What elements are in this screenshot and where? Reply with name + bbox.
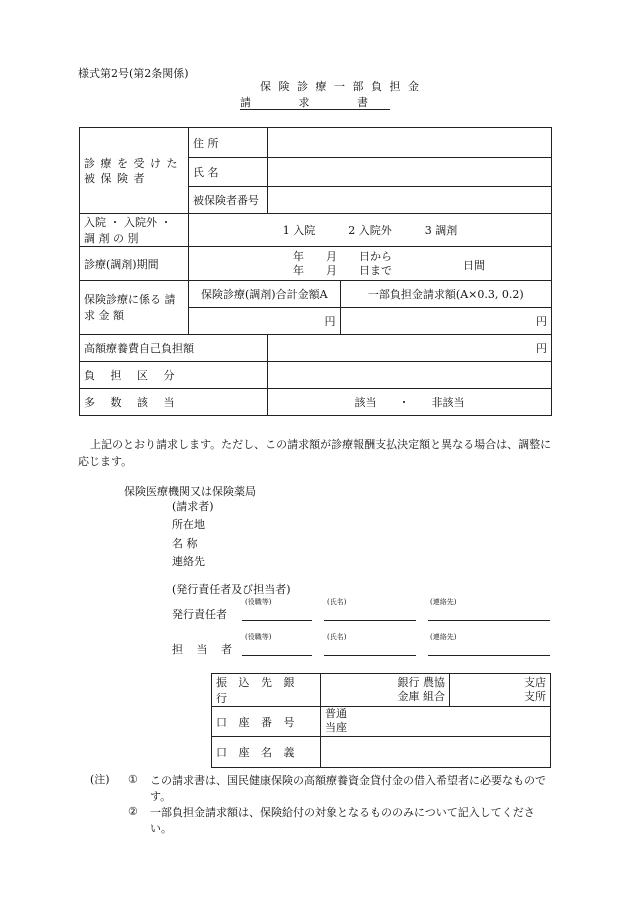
partial-label: 一部負担金請求額(A×0.3, 0.2) — [340, 281, 551, 308]
issuer-phone-line[interactable] — [428, 620, 550, 621]
period-label: 診療(調剤)期間 — [80, 247, 189, 281]
note1-text: この請求書は、国民健康保険の高額療養資金貸付金の借入希望者に必要なものです。 — [150, 774, 546, 803]
address-label: 住 所 — [189, 128, 268, 158]
note2-number: ② — [128, 805, 138, 818]
issuer-phone-label: (連絡先) — [430, 598, 457, 606]
staff-phone-line[interactable] — [428, 655, 550, 656]
burden-label: 負 担 区 分 — [80, 362, 268, 389]
high-cost-label: 高額療養費自己負担額 — [80, 335, 268, 362]
issuer-person-label: (氏名) — [327, 598, 347, 606]
partial-field[interactable]: 円 — [340, 308, 551, 335]
form-number: 様式第2号(第2条関係) — [78, 67, 189, 80]
category-value[interactable]: 1 入院 2 入院外 3 調剤 — [189, 214, 552, 247]
insured-label: 診 療 を 受 け た 被 保 険 者 — [80, 128, 189, 214]
period-from: 年 月 日から — [293, 249, 392, 263]
branch1: 支店 — [524, 676, 546, 689]
account-no-label: 口 座 番 号 — [212, 707, 321, 737]
bank-table — [211, 673, 551, 768]
account-type1: 普通 — [325, 707, 347, 720]
account-name-field[interactable] — [321, 737, 551, 768]
period-to: 年 月 日まで — [293, 263, 392, 277]
issuer-position-line[interactable] — [242, 620, 312, 621]
branch-field[interactable] — [450, 674, 551, 707]
staff-position-label: (役職等) — [245, 633, 272, 641]
requester-label: (請求者) — [172, 500, 214, 513]
issuer-position-label: (役職等) — [245, 598, 272, 606]
responsible-head: (発行責任者及び担当者) — [172, 583, 291, 596]
account-no-field[interactable] — [321, 707, 551, 737]
account-type2: 当座 — [325, 721, 347, 734]
notes-prefix: (注) — [90, 773, 110, 786]
issuer-label: 発行責任者 — [172, 608, 227, 621]
staff-person-line[interactable] — [324, 655, 416, 656]
branch2: 支所 — [524, 690, 546, 703]
staff-person-label: (氏名) — [327, 633, 347, 641]
multiple-label: 多 数 該 当 — [80, 389, 268, 416]
staff-phone-label: (連絡先) — [430, 633, 457, 641]
note1-number: ① — [128, 773, 138, 786]
category-label: 入院 ・ 入院外 ・ 調 剤 の 別 — [80, 214, 189, 247]
address-field[interactable] — [268, 128, 552, 158]
total-label: 保険診療(調剤)合計金額A — [189, 281, 341, 308]
amount-label: 保険診療に係る 請 求 金 額 — [80, 281, 189, 335]
bank-types2: 金庫 組合 — [397, 690, 445, 703]
requester-name: 名 称 — [172, 537, 198, 550]
note2-text: 一部負担金請求額は、保険給付の対象となるもののみについて記入してください。 — [150, 806, 535, 835]
requester-address: 所在地 — [172, 518, 205, 531]
title-line2: 請 求 書 — [240, 96, 390, 109]
requester-contact: 連絡先 — [172, 555, 205, 568]
request-table — [79, 127, 552, 416]
name-label: 氏 名 — [189, 158, 268, 187]
period-field[interactable]: 年 月 日から 年 月 日まで 日間 — [189, 247, 552, 281]
staff-position-line[interactable] — [242, 655, 312, 656]
bank-label: 振 込 先 銀 行 — [212, 674, 321, 707]
multiple-value[interactable]: 該当 ・ 非該当 — [268, 389, 552, 416]
insured-number-field[interactable] — [268, 187, 552, 214]
number-label: 被保険者番号 — [189, 187, 268, 214]
staff-label: 担 当 者 — [172, 643, 237, 656]
bank-types1: 銀行 農協 — [397, 676, 445, 689]
total-field[interactable]: 円 — [189, 308, 341, 335]
high-cost-field[interactable]: 円 — [268, 335, 552, 362]
bank-name-field[interactable] — [321, 674, 450, 707]
name-field[interactable] — [268, 158, 552, 187]
account-name-label: 口 座 名 義 — [212, 737, 321, 768]
notice-text: 上記のとおり請求します。ただし、この請求額が診療報酬支払決定額と異なる場合は、調整に応じます。 — [78, 438, 552, 468]
burden-field[interactable] — [268, 362, 552, 389]
title-line1: 保 険 診 療 一 部 負 担 金 — [260, 80, 421, 93]
issuer-person-line[interactable] — [324, 620, 416, 621]
requester-org: 保険医療機関又は保険薬局 — [124, 485, 256, 498]
